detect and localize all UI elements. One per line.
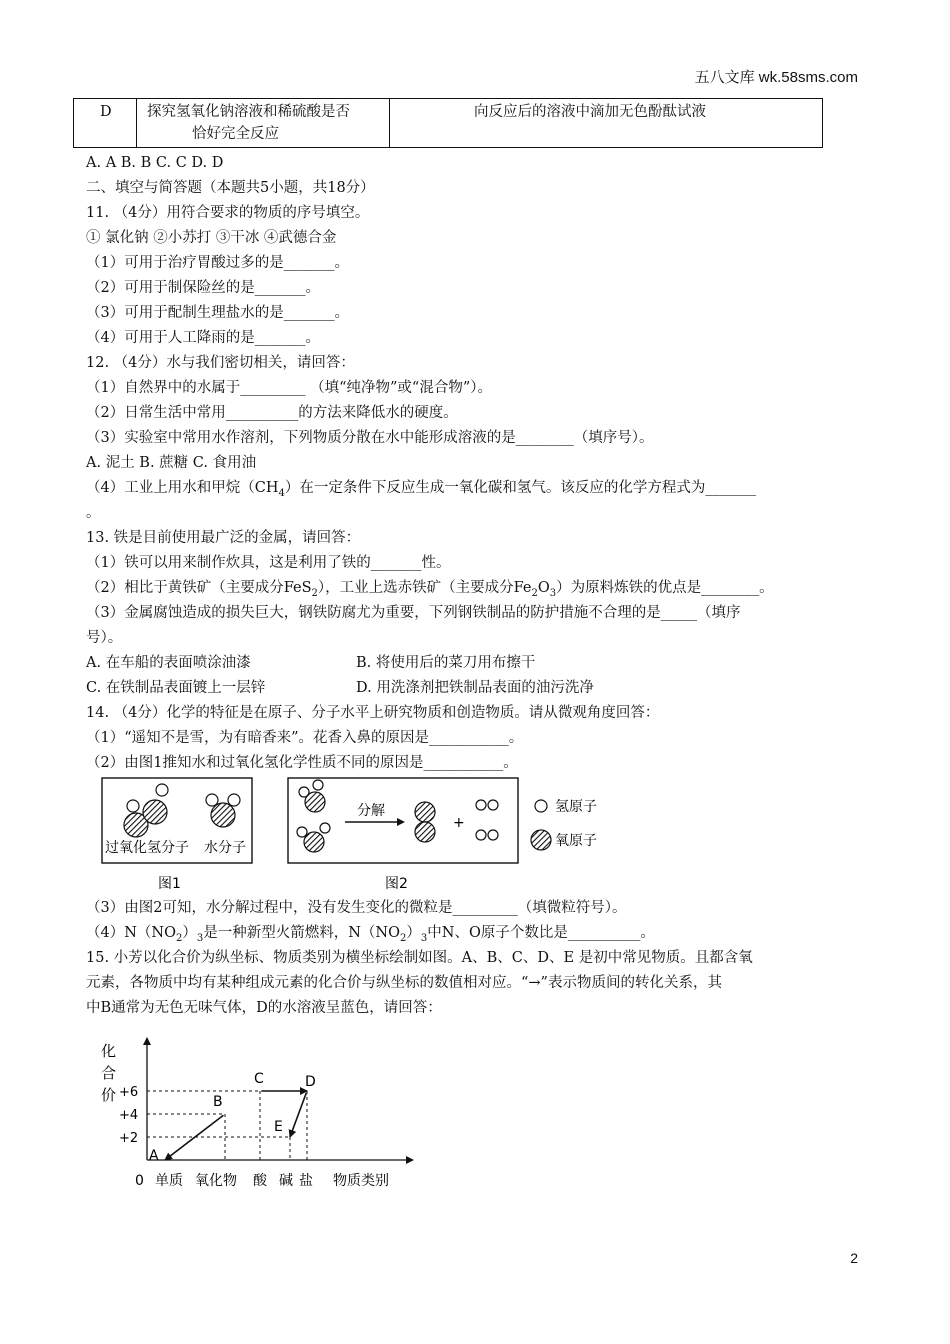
q15-stem-line2: 元素，各物质中均有某种组成元素的化合价与纵坐标的数值相对应。“→”表示物质间的转化关系，其 xyxy=(86,975,722,991)
y-tick-label: +4 xyxy=(119,1108,139,1123)
q14-part1: （1）“遥知不是雪，为有暗香来”。花香入鼻的原因是___________。 xyxy=(86,730,524,746)
figure1-label-h2o: 水分子 xyxy=(204,840,246,856)
section-heading: 二、填空与简答题（本题共5小题，共18分） xyxy=(86,180,375,196)
x-tick-label: 酸 xyxy=(253,1173,267,1189)
q12-part4: （4）工业上用水和甲烷$(CH_4)$在一定条件下反应生成一氧化碳和氢气。该反应的化学方程式为_______ xyxy=(86,480,757,499)
q12-part2: （2）日常生活中常用__________的方法来降低水的硬度。 xyxy=(86,405,458,421)
point-label: A xyxy=(149,1148,159,1164)
legend-oxygen-label: 氧原子 xyxy=(555,833,597,849)
legend-oxygen-icon xyxy=(531,830,551,850)
conversion-arrow xyxy=(290,1093,306,1137)
q13-part1: （1）铁可以用来制作炊具，这是利用了铁的_______性。 xyxy=(86,555,451,571)
conversion-arrow xyxy=(165,1115,223,1160)
point-label: E xyxy=(274,1119,283,1135)
figure2-arrow-label: 分解 xyxy=(357,803,385,819)
valence-chart xyxy=(95,1030,425,1195)
q12-part3-options: A. 泥土 B. 蔗糖 C. 食用油 xyxy=(86,455,257,471)
hydrogen-molecules-product xyxy=(476,800,498,840)
answer-table xyxy=(73,98,823,148)
page-number: 2 xyxy=(850,1250,858,1266)
q11-part4: （4）可用于人工降雨的是_______。 xyxy=(86,330,320,346)
h2o-molecule xyxy=(206,794,240,827)
point-label: B xyxy=(213,1094,223,1110)
q14-stem: 14. （4分）化学的特征是在原子、分子水平上研究物质和创造物质。请从微观角度回答： xyxy=(86,705,660,721)
q11-part3: （3）可用于配制生理盐水的是_______。 xyxy=(86,305,349,321)
table-purpose-line2: 恰好完全反应 xyxy=(192,126,279,142)
table-purpose-line1: 探究氢氧化钠溶液和稀硫酸是否 xyxy=(147,104,350,120)
oxygen-molecule-product xyxy=(415,802,435,842)
figure1-caption: 图1 xyxy=(158,876,181,892)
q13-option-d: D. 用洗涤剂把铁制品表面的油污洗净 xyxy=(356,680,594,696)
q14-part4: $(4)N(NO_2)_3$是一种新型火箭燃料，$N(NO_2)_3$中N、O原子个数比是__________。 xyxy=(86,925,655,944)
y-axis-label-char1: 化 xyxy=(101,1042,117,1060)
q11-part2: （2）可用于制保险丝的是_______。 xyxy=(86,280,320,296)
y-axis-label-char3: 价 xyxy=(101,1086,117,1104)
legend-hydrogen-icon xyxy=(535,800,547,812)
point-label: C xyxy=(254,1071,264,1087)
h2o2-molecule xyxy=(124,784,168,837)
figure1-label-h2o2: 过氧化氢分子 xyxy=(105,840,189,856)
q11-items: ① 氯化钠 ②小苏打 ③干冰 ④武德合金 xyxy=(86,230,337,246)
q10-options: A. A B. B C. C D. D xyxy=(86,155,224,171)
q11-stem: 11. （4分）用符合要求的物质的序号填空。 xyxy=(86,205,370,221)
q13-option-c: C. 在铁制品表面镀上一层锌 xyxy=(86,680,266,696)
table-method: 向反应后的溶液中滴加无色酚酞试液 xyxy=(474,104,706,120)
point-label: D xyxy=(305,1074,316,1090)
q13-part2: （2）相比于黄铁矿（主要成分FeS$_2$），工业上选赤铁矿（主要成分$Fe_2O_3$）为原料炼铁的优点是________。 xyxy=(86,580,774,599)
q13-option-a: A. 在车船的表面喷涂油漆 xyxy=(86,655,251,671)
q12-part4-end: 。 xyxy=(86,505,101,521)
y-axis-label-char2: 合 xyxy=(101,1064,117,1082)
q13-part3: （3）金属腐蚀造成的损失巨大，钢铁防腐尤为重要，下列钢铁制品的防护措施不合理的是_____（填序 xyxy=(86,605,741,621)
legend-hydrogen-label: 氢原子 xyxy=(555,799,597,815)
site-watermark: 五八文库 wk.58sms.com xyxy=(694,69,858,86)
y-tick-label: +2 xyxy=(119,1131,139,1146)
origin-label: 0 xyxy=(135,1173,144,1189)
q12-stem: 12. （4分）水与我们密切相关，请回答： xyxy=(86,355,355,371)
x-tick-label: 氧化物 xyxy=(195,1173,237,1189)
figure2-caption: 图2 xyxy=(385,876,408,892)
x-tick-label: 盐 xyxy=(299,1173,313,1189)
q14-part2: （2）由图1推知水和过氧化氢化学性质不同的原因是___________。 xyxy=(86,755,518,771)
q13-stem: 13. 铁是目前使用最广泛的金属，请回答： xyxy=(86,530,361,546)
figure2-arrowhead xyxy=(397,818,405,826)
q12-part3: （3）实验室中常用水作溶剂，下列物质分散在水中能形成溶液的是________（填序号）。 xyxy=(86,430,654,446)
y-tick-label: +6 xyxy=(119,1085,139,1100)
q13-part3-cont: 号）。 xyxy=(86,630,123,646)
table-row-label: D xyxy=(100,104,112,120)
molecule-figures xyxy=(95,770,625,895)
figure2-box xyxy=(288,778,518,863)
x-tick-label: 碱 xyxy=(279,1173,293,1189)
water-molecules-reactant xyxy=(297,780,330,852)
x-axis-label: 物质类别 xyxy=(333,1173,389,1189)
figure2-plus: + xyxy=(453,815,465,831)
q11-part1: （1）可用于治疗胃酸过多的是_______。 xyxy=(86,255,349,271)
q12-part1: （1）自然界中的水属于_________ （填“纯净物”或“混合物”）。 xyxy=(86,380,492,396)
q15-stem-line1: 15. 小芳以化合价为纵坐标、物质类别为横坐标绘制如图。A、B、C、D、E 是初中常见物质。且都含氧 xyxy=(86,950,753,966)
x-tick-label: 单质 xyxy=(155,1173,183,1189)
q15-stem-line3: 中B通常为无色无味气体，D的水溶液呈蓝色，请回答： xyxy=(86,1000,442,1016)
q13-option-b: B. 将使用后的菜刀用布擦干 xyxy=(356,655,536,671)
q14-part3: （3）由图2可知，水分解过程中，没有发生变化的微粒是_________（填微粒符号）。 xyxy=(86,900,627,916)
